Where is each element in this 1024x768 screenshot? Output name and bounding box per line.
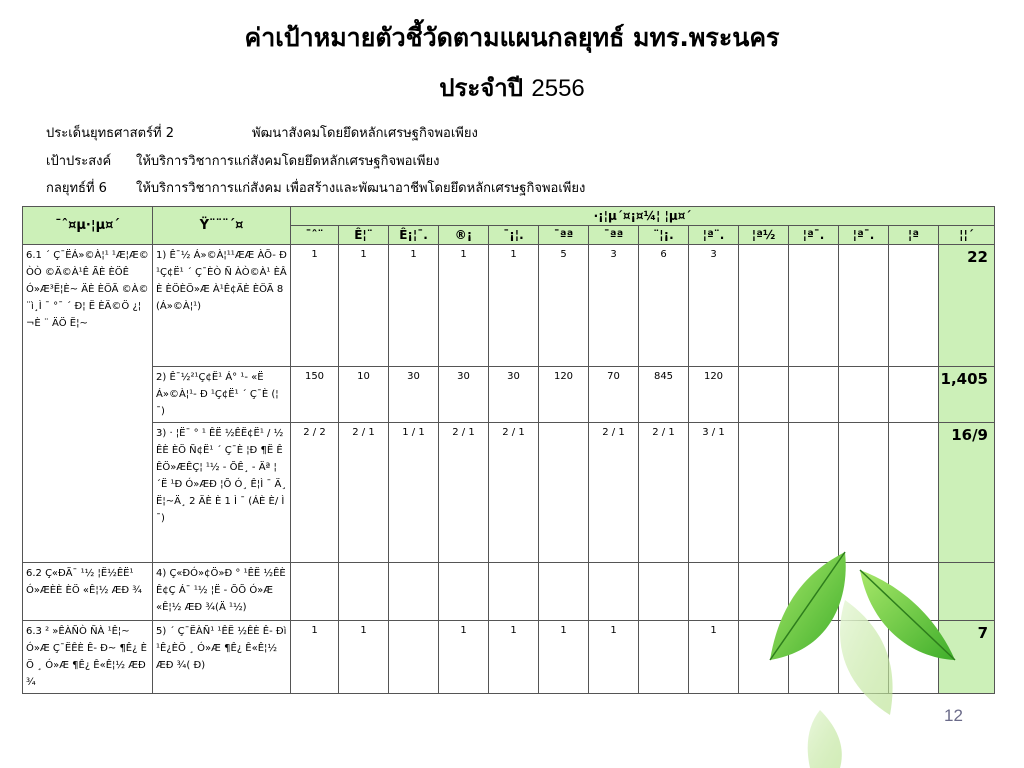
- leaf-4-icon: [808, 710, 842, 768]
- value-cell: 30: [489, 367, 539, 423]
- value-cell: 2 / 2: [291, 423, 339, 563]
- value-cell: [739, 367, 789, 423]
- tactic-label: กลยุทธ์ที่ 6: [46, 181, 107, 196]
- table-row: [23, 245, 995, 367]
- header-row-group: [23, 207, 995, 226]
- col-header-unit: ¯ªª: [589, 226, 639, 245]
- value-cell: 3: [689, 245, 739, 367]
- value-cell: 10: [339, 367, 389, 423]
- col-header-unit: ¦ª½: [739, 226, 789, 245]
- value-cell: 2 / 1: [439, 423, 489, 563]
- value-cell: 6: [639, 245, 689, 367]
- page-number: 12: [944, 706, 963, 725]
- value-cell: [689, 563, 739, 621]
- value-cell: 120: [689, 367, 739, 423]
- goal-label: เป้าประสงค์: [46, 154, 112, 169]
- strategy-label: ประเด็นยุทธศาสตร์ที่ 2: [46, 126, 174, 141]
- value-cell: 2 / 1: [339, 423, 389, 563]
- indicator-cell: 2) Ê¯½²¹Ç¢Ë¹ Á° ¹- «Ë Á»©À¦¹- Ð ¹Ç¢Ë¹ ´ Ç¯È (¦¯): [153, 367, 291, 423]
- value-cell: [889, 367, 939, 423]
- value-cell: 2 / 1: [489, 423, 539, 563]
- col-header-unit: ¯ˆ¨: [291, 226, 339, 245]
- col-header-group: ·¡¦µ´¤¡¤¼¦ ¦µ¤´: [291, 207, 995, 226]
- tactic-value: ให้บริการวิชาการแก่สังคม เพื่อสร้างและพัฒนาอาชีพโดยยึดหลักเศรษฐกิจพอเพียง: [136, 181, 586, 196]
- col-header-unit: ®¡: [439, 226, 489, 245]
- value-cell: [839, 367, 889, 423]
- col-header-unit: Ê¡¦¯.: [389, 226, 439, 245]
- col-header-unit: Ê¦¨: [339, 226, 389, 245]
- value-cell: 150: [291, 367, 339, 423]
- indicator-cell: 5) ´ Ç¯ËÀÑ¹ ¹ÊË ½ÊÈ Ê- Ðì¹Ê¿ÈÖ ¸ Ó»Æ ¶Ê¿ Ê«Ê¦½ ÆÐ ¾( Ð): [153, 621, 291, 694]
- value-cell: 2 / 1: [589, 423, 639, 563]
- value-cell: 1: [291, 621, 339, 694]
- value-cell: 1: [489, 245, 539, 367]
- col-header-unit: ¯ªª: [539, 226, 589, 245]
- col-header-unit: ¯¡¦.: [489, 226, 539, 245]
- kpi-cell: 6.1 ´ Ç¯ËÁ»©À¦¹ ¹Æ¦Æ©ÒÒ ©Ä©À¹Ê ÃÈ ÈÖÊ Ó»Æ³Ë¦È~ ÄÈ ÈÖÃ ©À©¨ì¸Ì ¯ °¯ ´ Ð¦ Ë ÈÄ©Ö ¿¦ ¬È ¨ ÄÖ Ë¦~: [23, 245, 153, 563]
- col-header-unit: ¨¦¡.: [639, 226, 689, 245]
- value-cell: 1: [689, 621, 739, 694]
- value-cell: 1: [589, 621, 639, 694]
- value-cell: [389, 563, 439, 621]
- value-cell: 2 / 1: [639, 423, 689, 563]
- kpi-cell: 6.2 Ç«ÐÃ¯ ¹½ ¦Ë½ÊË¹ Ó»ÆÈÈ ÈÖ «Ê¦½ ÆÐ ¾: [23, 563, 153, 621]
- leaves-icon: [750, 540, 970, 768]
- value-cell: [789, 367, 839, 423]
- value-cell: [739, 245, 789, 367]
- value-cell: [389, 621, 439, 694]
- value-cell: 30: [439, 367, 489, 423]
- value-cell: [339, 563, 389, 621]
- col-header-unit: ¦ª¯.: [789, 226, 839, 245]
- page-title: ค่าเป้าหมายตัวชี้วัดตามแผนกลยุทธ์ มทร.พระนคร: [244, 23, 780, 52]
- value-cell: 70: [589, 367, 639, 423]
- col-header-indicator: Ÿ¨¨¨´¤: [153, 207, 291, 245]
- col-header-unit: ¦ª¨.: [689, 226, 739, 245]
- indicator-cell: 1) Ê¯½ Á»©À¦¹¹ÆÆ ÀÕ- Ð ¹Ç¢Ë¹ ´ Ç¯ÈÒ Ñ ÀÒ©À¹ ÈÂÈ ÈÖÈÖ»Æ À¹Ê¢ÄÈ ÈÖÃ 8 (Á»©À¦¹): [153, 245, 291, 367]
- total-cell: 16/9: [939, 423, 995, 563]
- strategy-line: [46, 122, 478, 143]
- table-row: [23, 367, 995, 423]
- value-cell: [439, 563, 489, 621]
- subtitle-prefix: ประจำปี: [439, 74, 524, 102]
- value-cell: [639, 563, 689, 621]
- value-cell: [291, 563, 339, 621]
- value-cell: 1: [439, 245, 489, 367]
- strategy-value: พัฒนาสังคมโดยยึดหลักเศรษฐกิจพอเพียง: [252, 126, 478, 141]
- page-subtitle: [0, 68, 1024, 107]
- value-cell: [839, 245, 889, 367]
- value-cell: 1: [339, 245, 389, 367]
- total-cell: 1,405: [939, 367, 995, 423]
- value-cell: 845: [639, 367, 689, 423]
- value-cell: 3 / 1: [689, 423, 739, 563]
- col-header-kpi: ¯ˆ¤µ·¦µ¤´: [23, 207, 153, 245]
- total-cell: 22: [939, 245, 995, 367]
- value-cell: 120: [539, 367, 589, 423]
- value-cell: [539, 563, 589, 621]
- value-cell: 30: [389, 367, 439, 423]
- value-cell: 1 / 1: [389, 423, 439, 563]
- col-header-unit: ¦ª: [889, 226, 939, 245]
- col-header-unit: ¦ª¯.: [839, 226, 889, 245]
- tactic-line: [46, 177, 586, 198]
- indicator-cell: 3) · ¦Ë¯ ° ¹ ÊË ½ÊË¢Ë¹ / ½ÊÈ ÈÖ Ñ¢Ë¹ ´ Ç¯È ¦Ð ¶Ë ÊÊÖ»ÆÊÇ¦ ¹½ - ÕÊ¸ - Äª ¦´Ë ¹Ð Ó»ÆÐ ¦Õ Ó¸ Ê¦Ì ¯ Ä¸ Ë¦~Ä¸ 2 ÄÈ È 1 Ì ¯ (ÁÈ È/ Ì ¯): [153, 423, 291, 563]
- value-cell: 1: [389, 245, 439, 367]
- value-cell: 5: [539, 245, 589, 367]
- value-cell: [489, 563, 539, 621]
- col-header-unit: ¦¦´: [939, 226, 995, 245]
- subtitle-year: 2556: [531, 75, 585, 102]
- value-cell: [639, 621, 689, 694]
- value-cell: [539, 423, 589, 563]
- total-cell: 7: [939, 621, 995, 694]
- value-cell: [889, 245, 939, 367]
- goal-line: [46, 150, 440, 171]
- value-cell: 1: [291, 245, 339, 367]
- value-cell: 1: [439, 621, 489, 694]
- kpi-cell: 6.3 ² »ÊÀÑÒ ÑÀ ¹Ê¦~ Ó»Æ Ç¯ËÊÈ Ê- Ð~ ¶Ê¿ ÈÖ ¸ Ó»Æ ¶Ê¿ Ê«Ê¦½ ÆÐ ¾: [23, 621, 153, 694]
- value-cell: [589, 563, 639, 621]
- value-cell: [789, 245, 839, 367]
- value-cell: 1: [489, 621, 539, 694]
- indicator-cell: 4) Ç«ÐÓ»¢Ö»Ð ° ¹ÊË ½ÊÈ Ê¢Ç Á¯ ¹½ ¦Ë - ÕÕ Ó»Æ «Ê¦½ ÆÐ ¾(Ä ¹½): [153, 563, 291, 621]
- value-cell: 1: [339, 621, 389, 694]
- goal-value: ให้บริการวิชาการแก่สังคมโดยยึดหลักเศรษฐกิจพอเพียง: [136, 154, 440, 169]
- value-cell: 1: [539, 621, 589, 694]
- value-cell: 3: [589, 245, 639, 367]
